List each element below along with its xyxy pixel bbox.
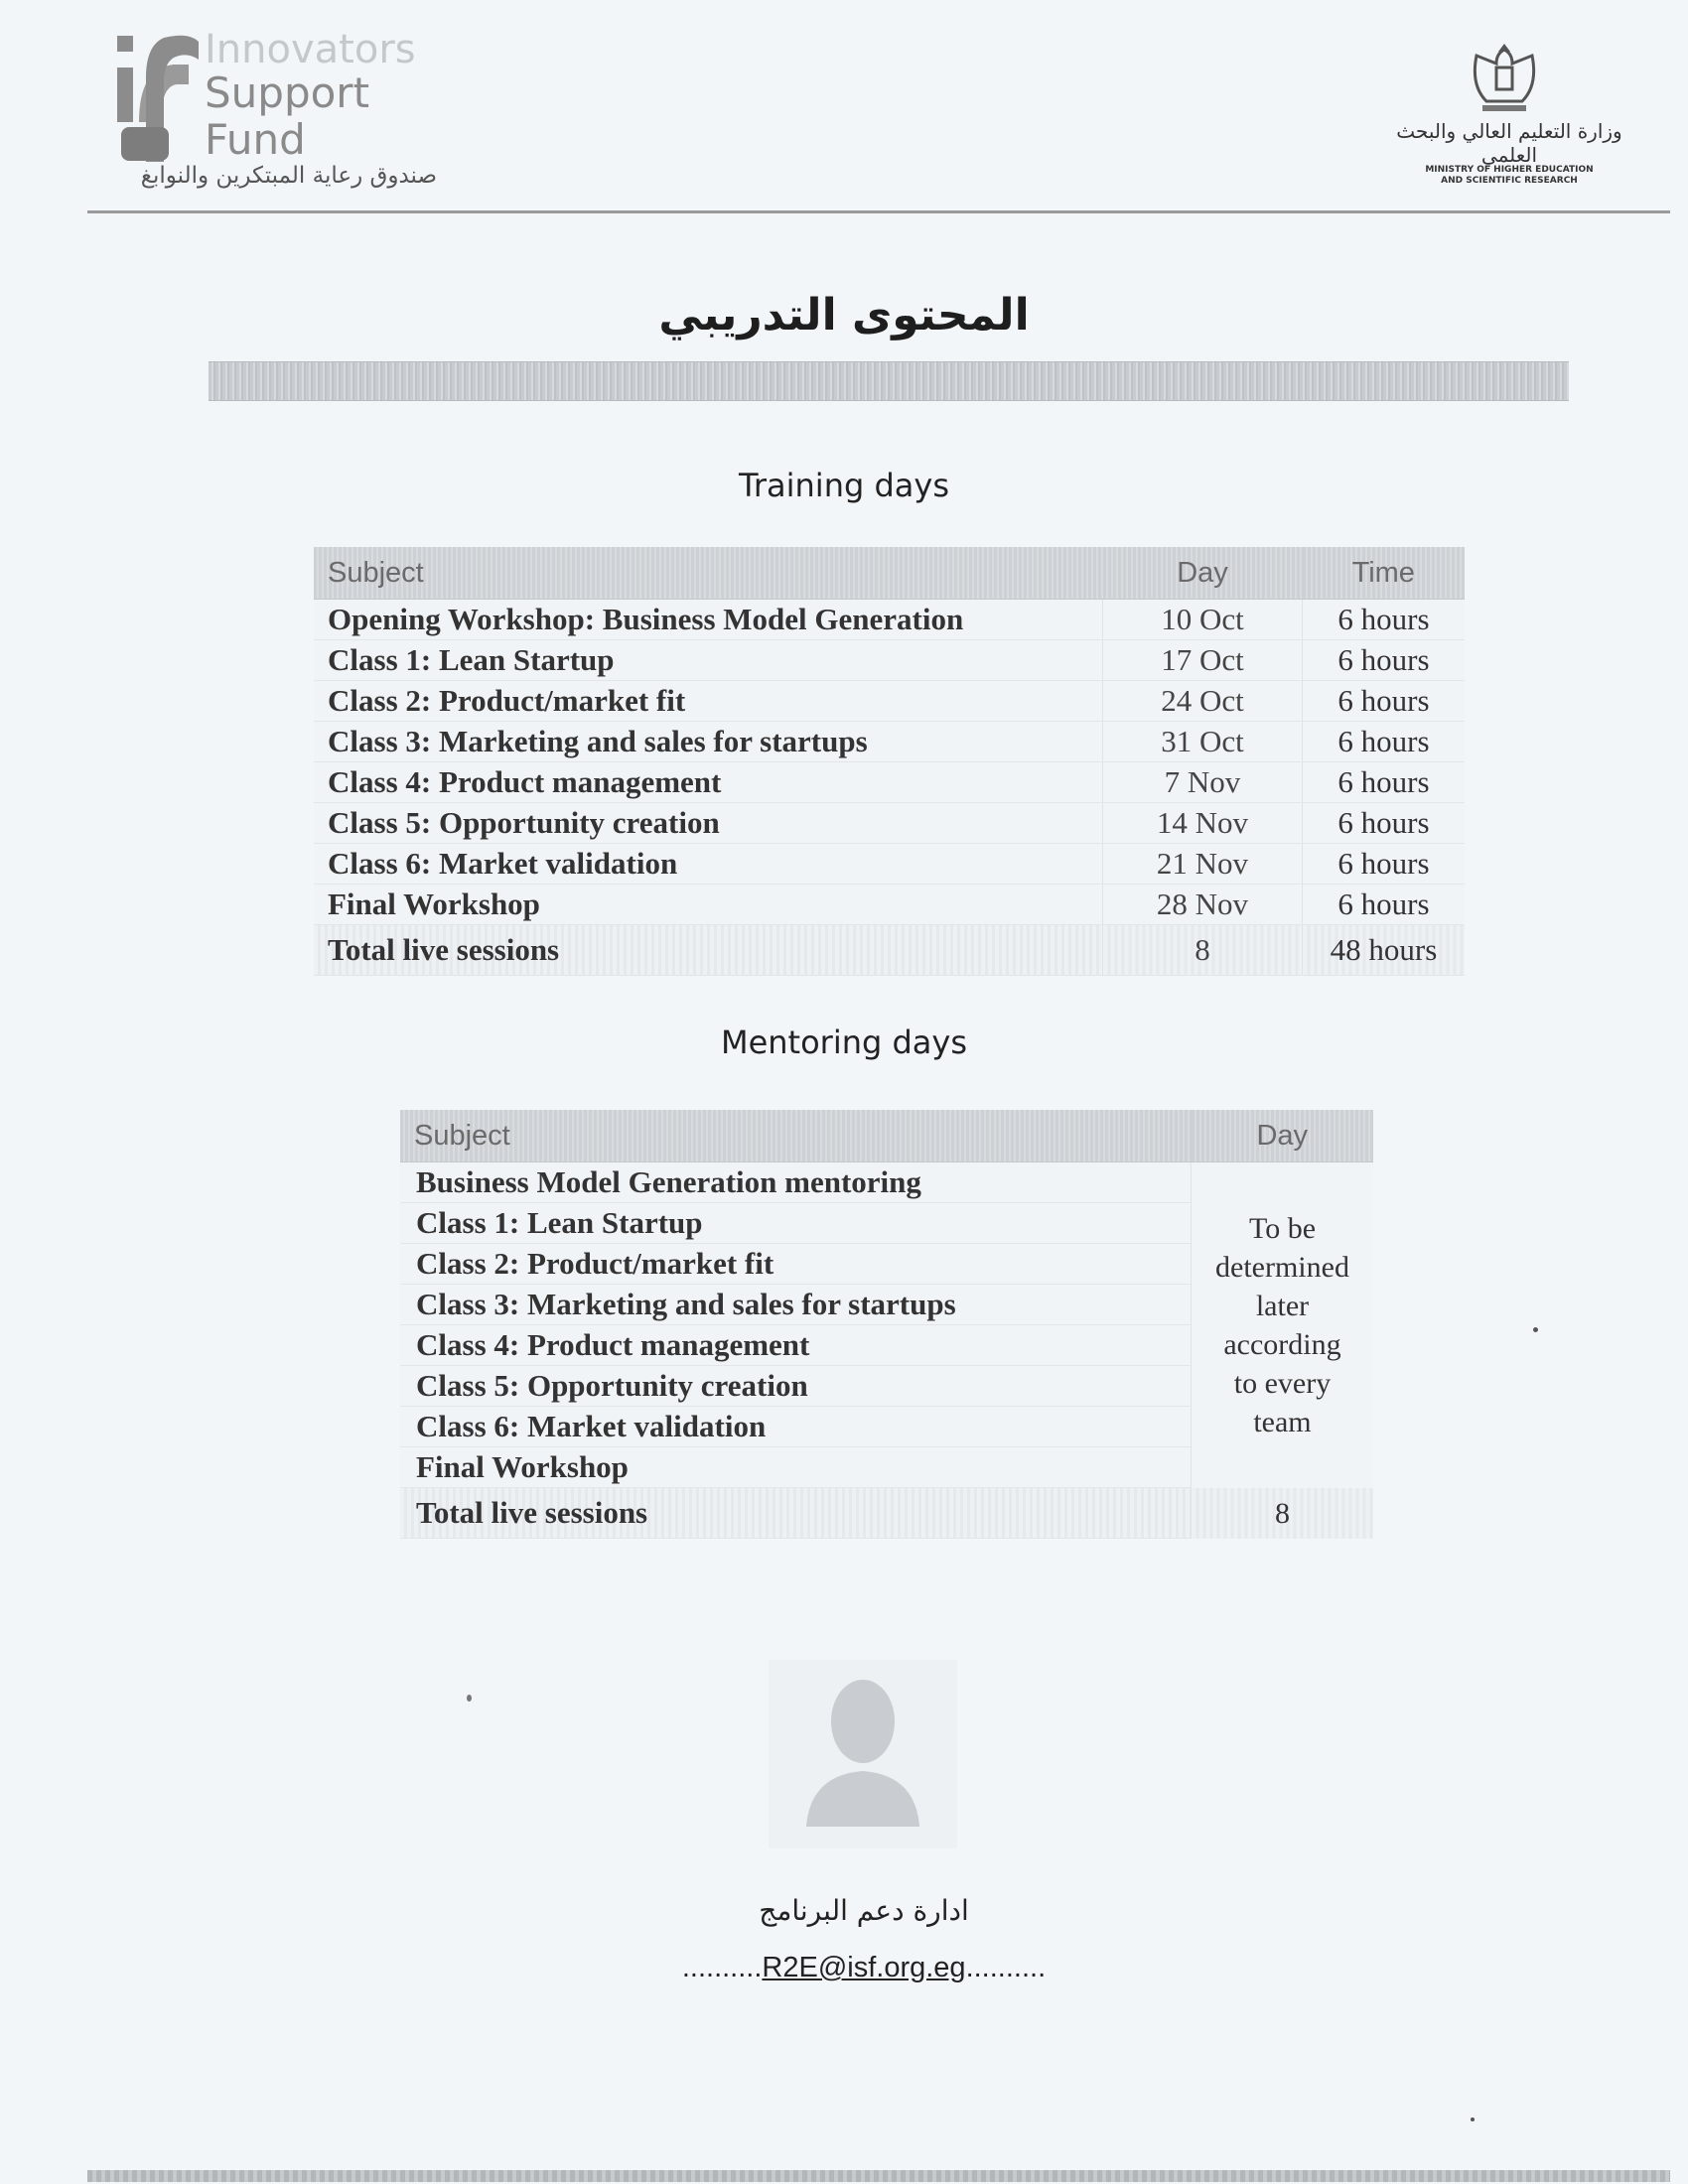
training-day-cell: 21 Nov [1103, 844, 1303, 885]
mentoring-subject-cell: Class 2: Product/market fit [400, 1244, 1192, 1285]
mentoring-subject-cell: Class 3: Marketing and sales for startups [400, 1285, 1192, 1325]
training-time-cell: 6 hours [1303, 803, 1466, 844]
training-subject-cell: Opening Workshop: Business Model Generation [314, 600, 1103, 640]
training-day-cell: 24 Oct [1103, 681, 1303, 722]
mentoring-total-row [400, 1488, 1373, 1539]
contact-email-link[interactable]: R2E@isf.org.eg [762, 1952, 966, 1983]
isf-logo [109, 28, 437, 197]
signature-label: ادارة دعم البرنامج [759, 1894, 969, 1927]
table-row [314, 600, 1465, 640]
egypt-eagle-emblem-icon [1455, 40, 1554, 119]
mentoring-heading: Mentoring days [720, 1024, 968, 1061]
table-row [314, 803, 1465, 844]
mentoring-subject-cell: Final Workshop [400, 1447, 1192, 1488]
mentoring-day-note-line: to every [1233, 1366, 1332, 1400]
mentoring-table [400, 1110, 1373, 1539]
mentoring-col-subject: Subject [400, 1110, 1192, 1162]
ministry-english-line-2: AND SCIENTIFIC RESEARCH [1441, 176, 1578, 186]
training-day-cell: 17 Oct [1103, 640, 1303, 681]
table-row [314, 762, 1465, 803]
training-subject-cell: Class 6: Market validation [314, 844, 1103, 885]
training-day-cell: 10 Oct [1103, 600, 1303, 640]
training-total-row [314, 925, 1465, 976]
training-time-cell: 6 hours [1303, 762, 1466, 803]
training-day-cell: 31 Oct [1103, 722, 1303, 762]
mentoring-day-note [1192, 1162, 1374, 1488]
training-heading: Training days [739, 467, 949, 504]
table-row [314, 722, 1465, 762]
training-time-cell: 6 hours [1303, 640, 1466, 681]
avatar [769, 1660, 957, 1848]
training-subject-cell: Class 1: Lean Startup [314, 640, 1103, 681]
training-col-subject: Subject [314, 547, 1103, 600]
mentoring-subject-cell: Class 6: Market validation [400, 1407, 1192, 1447]
mentoring-subject-cell: Business Model Generation mentoring [400, 1162, 1192, 1203]
ministry-english-name [1390, 165, 1628, 187]
table-row [314, 640, 1465, 681]
header-divider [87, 210, 1670, 213]
training-total-time: 48 hours [1303, 925, 1466, 976]
isf-logo-arabic: صندوق رعاية المبتكرين والنوابغ [140, 163, 437, 189]
training-col-day: Day [1103, 547, 1303, 600]
ministry-arabic-name: وزارة التعليم العالي والبحث العلمي [1396, 119, 1622, 167]
isf-logo-line-3: Fund [205, 115, 306, 164]
training-time-cell: 6 hours [1303, 600, 1466, 640]
isf-logo-line-1: Innovators [205, 27, 416, 72]
mentoring-day-note-line: determined [1215, 1250, 1349, 1284]
training-day-cell: 28 Nov [1103, 885, 1303, 925]
training-subject-cell: Class 2: Product/market fit [314, 681, 1103, 722]
training-time-cell: 6 hours [1303, 722, 1466, 762]
training-day-cell: 14 Nov [1103, 803, 1303, 844]
training-time-cell: 6 hours [1303, 885, 1466, 925]
title-bar [209, 361, 1569, 401]
table-row [314, 885, 1465, 925]
mentoring-subject-cell: Class 5: Opportunity creation [400, 1366, 1192, 1407]
mentoring-total-day: 8 [1192, 1488, 1374, 1539]
training-time-cell: 6 hours [1303, 681, 1466, 722]
user-silhouette-icon [769, 1660, 957, 1848]
training-time-cell: 6 hours [1303, 844, 1466, 885]
mentoring-day-note-line: team [1253, 1405, 1312, 1438]
training-total-day: 8 [1103, 925, 1303, 976]
table-row [314, 844, 1465, 885]
training-subject-cell: Class 3: Marketing and sales for startups [314, 722, 1103, 762]
ministry-english-line-1: MINISTRY OF HIGHER EDUCATION [1425, 165, 1594, 175]
training-day-cell: 7 Nov [1103, 762, 1303, 803]
mentoring-subject-cell: Class 1: Lean Startup [400, 1203, 1192, 1244]
mentoring-header-row [400, 1110, 1373, 1162]
isf-logo-line-2: Support [205, 68, 370, 117]
training-total-label: Total live sessions [314, 925, 1103, 976]
footer-divider [87, 2170, 1670, 2182]
training-subject-cell: Class 4: Product management [314, 762, 1103, 803]
scan-speck [1471, 2117, 1475, 2121]
mentoring-col-day: Day [1192, 1110, 1374, 1162]
table-row [314, 681, 1465, 722]
contact-prefix: .......... [681, 1952, 763, 1983]
ministry-logo [1390, 40, 1628, 199]
training-header-row [314, 547, 1465, 600]
mentoring-total-label: Total live sessions [400, 1488, 1192, 1539]
training-table [314, 547, 1465, 976]
isf-logo-mark-icon [109, 28, 204, 167]
training-col-time: Time [1303, 547, 1466, 600]
scan-speck [467, 1695, 472, 1702]
mentoring-day-note-line: later [1255, 1289, 1310, 1322]
mentoring-day-note-line: according [1223, 1327, 1341, 1361]
contact-suffix: .......... [965, 1952, 1047, 1983]
mentoring-subject-cell: Class 4: Product management [400, 1325, 1192, 1366]
mentoring-day-note-line: To be [1248, 1211, 1317, 1245]
table-row [400, 1162, 1373, 1203]
contact-line [556, 1952, 1172, 1984]
training-subject-cell: Class 5: Opportunity creation [314, 803, 1103, 844]
training-subject-cell: Final Workshop [314, 885, 1103, 925]
document-title: المحتوى التدريبي [658, 290, 1030, 341]
scan-speck [1533, 1327, 1538, 1332]
